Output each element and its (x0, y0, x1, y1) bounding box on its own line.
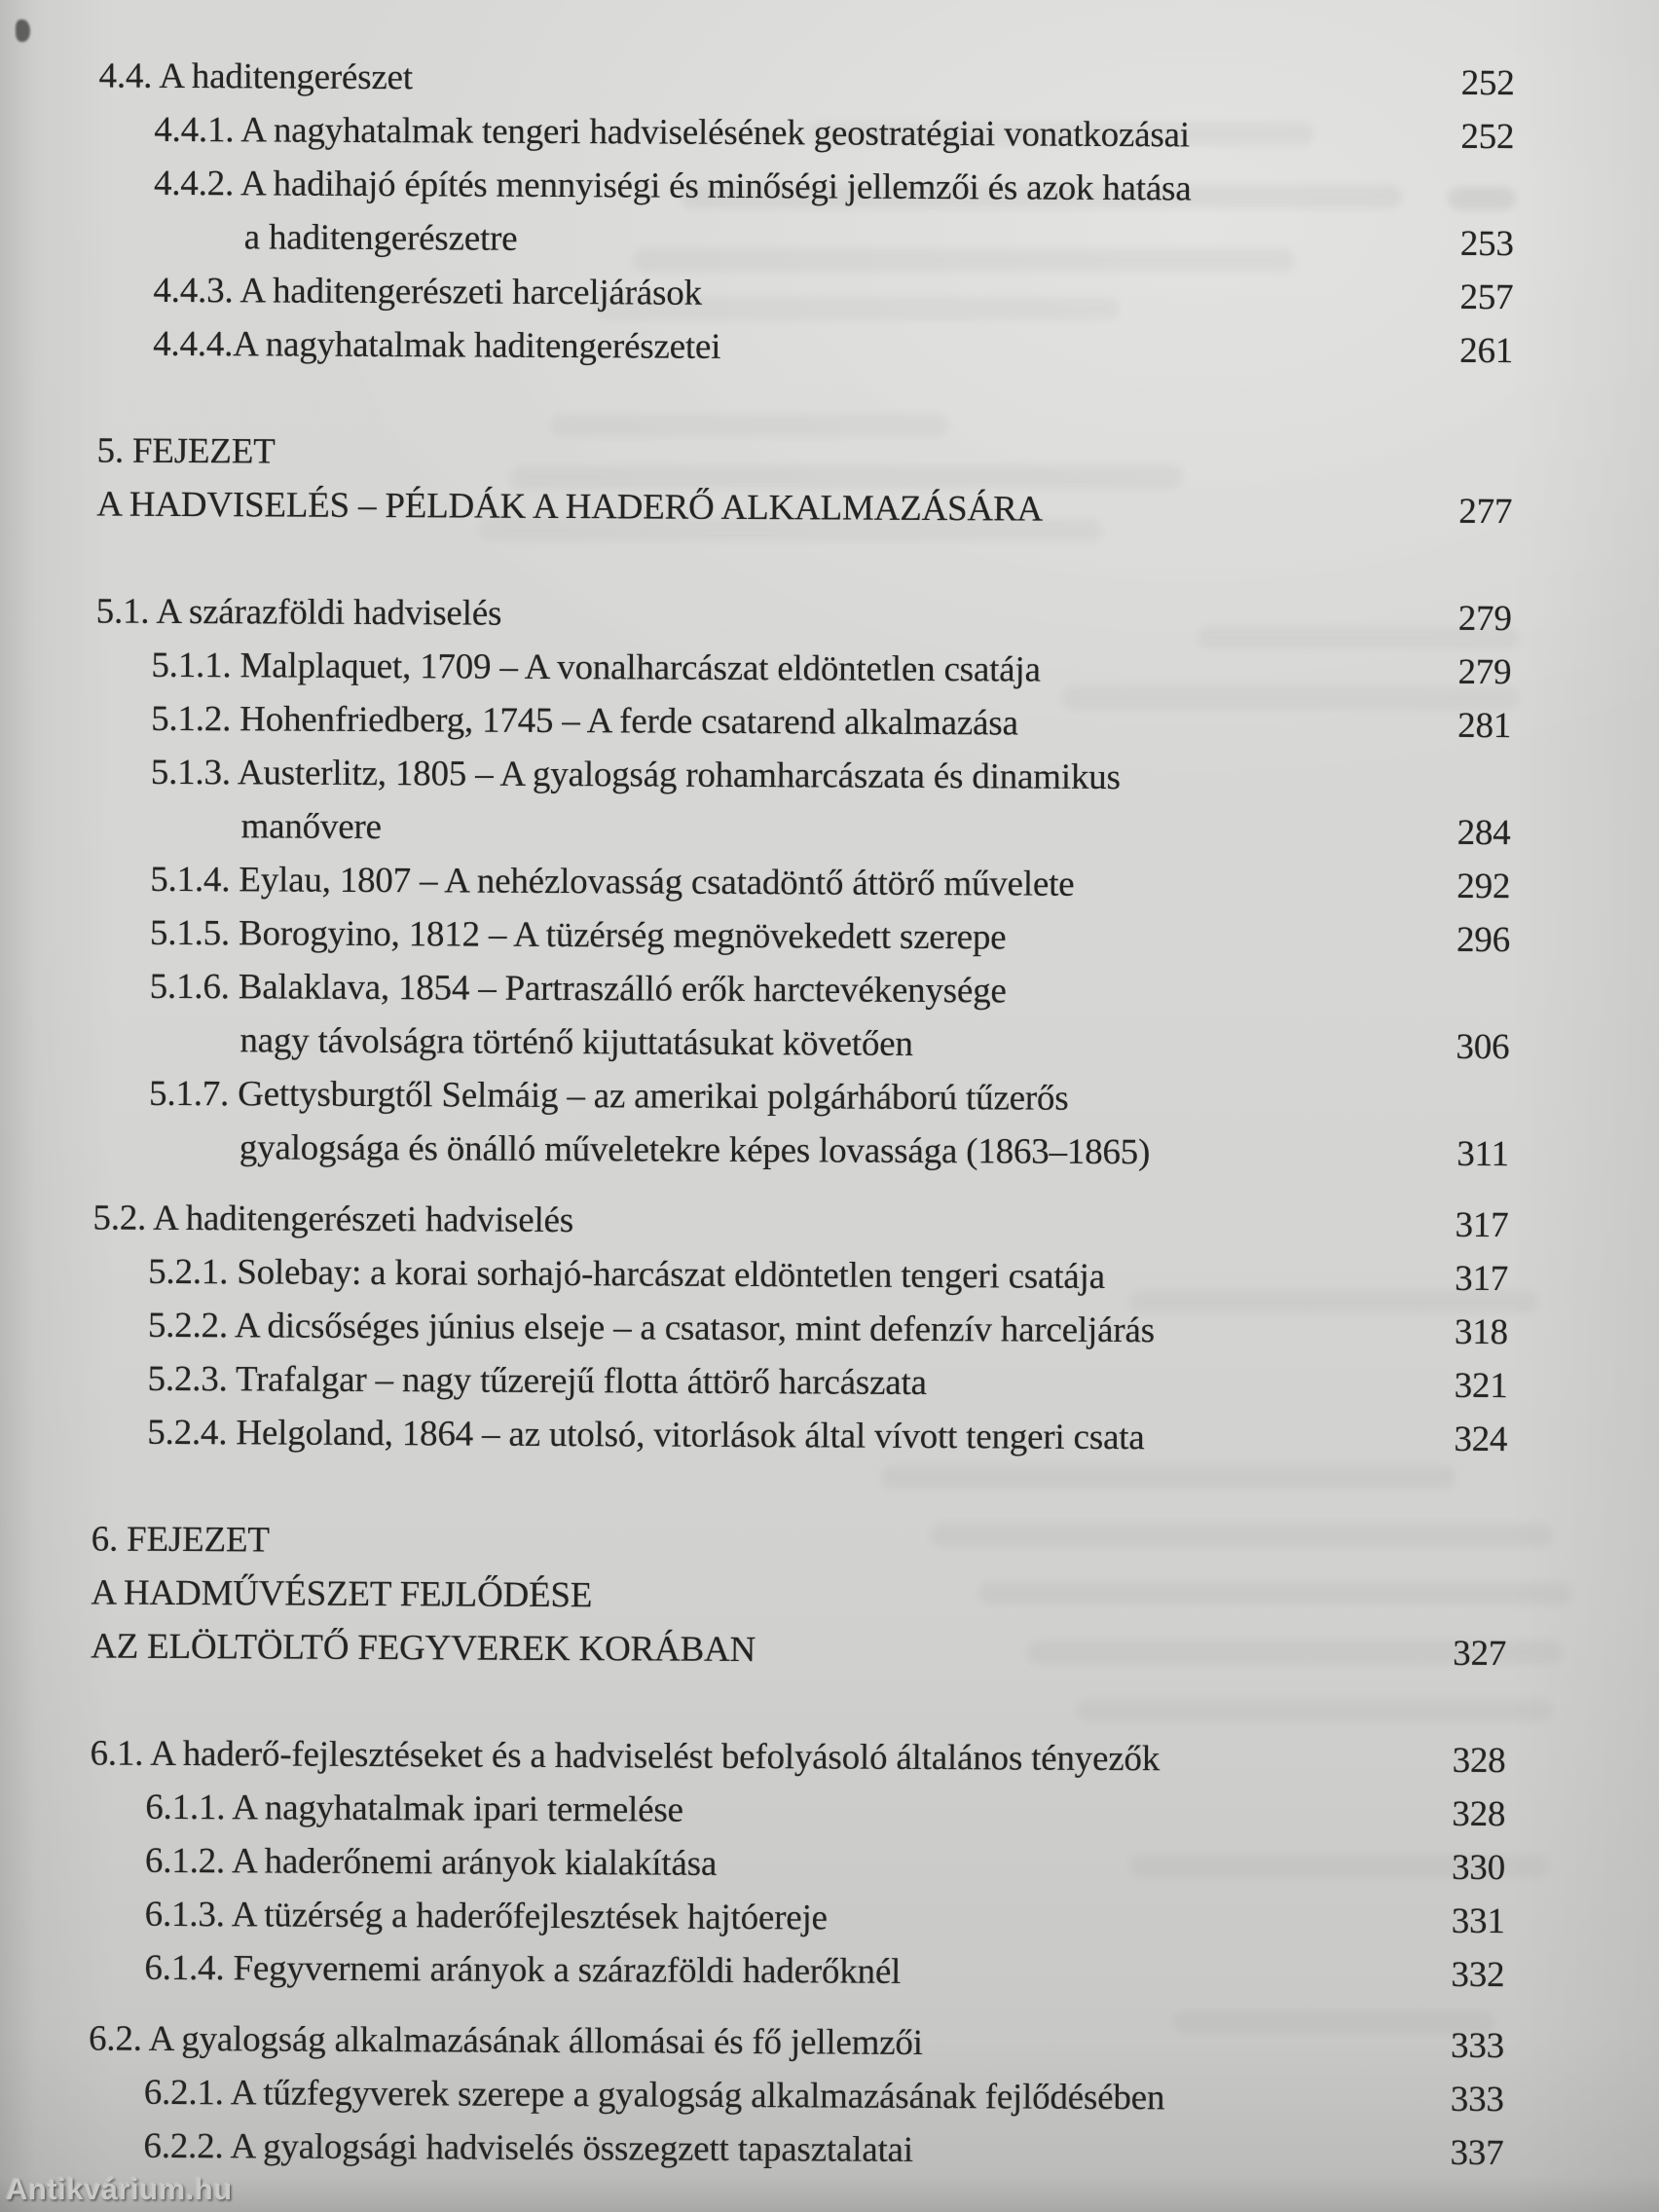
toc-page-number: 328 (1452, 1740, 1506, 1782)
toc-entry-title (93, 960, 1418, 1074)
toc-entry-line: 5.2.4. Helgoland, 1864 – az utolsó, vitorlások által vívott tengeri csata (147, 1412, 1145, 1458)
toc-entry-line: 5.1.1. Malplaquet, 1709 – A vonalharcászat eldöntetlen csatája (151, 645, 1041, 690)
toc-entry (96, 424, 1513, 539)
toc-entry (93, 1067, 1510, 1182)
toc-entry-line: 6.2.2. A gyalogsági hadviselés összegzett tapasztalatai (143, 2125, 914, 2170)
toc-entry-title (98, 103, 1421, 164)
toc-entry (98, 103, 1514, 165)
toc-entry (93, 960, 1510, 1075)
toc-entry-title (90, 1888, 1413, 1948)
toc-page-number: 333 (1450, 2079, 1504, 2120)
toc-entry-title (98, 50, 1421, 110)
toc-entry-title (92, 1406, 1415, 1466)
toc-entry-title (94, 906, 1418, 967)
toc-page-number: 257 (1459, 276, 1514, 318)
toc-entry-line: 4.4. A haditengerészet (98, 55, 414, 98)
toc-page-number: 332 (1451, 1954, 1505, 1996)
toc-entry-title (95, 639, 1419, 699)
toc-entry-line: 5.2.1. Solebay: a korai sorhajó-harcászat eldöntetlen tengeri csatája (148, 1251, 1106, 1297)
toc-page-number: 328 (1452, 1793, 1506, 1835)
toc-entry-line: 5.1.7. Gettysburgtől Selmáig – az amerikai polgárháború tűzerős (149, 1073, 1069, 1119)
toc-page-number: 330 (1451, 1847, 1506, 1889)
toc-entry-title (97, 317, 1420, 378)
toc-entry (92, 1299, 1508, 1360)
toc-entry-title (92, 1245, 1416, 1306)
toc-entry-line: 4.4.4.A nagyhatalmak haditengerészetei (153, 323, 721, 367)
toc-page-number: 284 (1456, 812, 1511, 854)
toc-entry-line: 6.1.1. A nagyhatalmak ipari termelése (145, 1787, 683, 1830)
toc-entry-title (93, 1067, 1418, 1181)
toc-entry-title (89, 1941, 1412, 2002)
toc-entry-title (90, 1727, 1413, 1788)
toc-page-number: 337 (1450, 2132, 1504, 2174)
toc-entry-line: 6.2. A gyalogság alkalmazásának állomásai és fő jellemzői (88, 2018, 923, 2063)
toc-entry-title (92, 1192, 1416, 1252)
toc-entry-line: 4.4.1. A nagyhatalmak tengeri hadviselésének geostratégiai vonatkozásai (154, 109, 1190, 156)
toc-entry-line: 6.1.3. A tüzérség a haderőfejlesztések hajtóereje (144, 1894, 828, 1938)
toc-entry-line: a haditengerészetre (243, 217, 518, 259)
toc-entry (89, 1941, 1504, 2003)
toc-entry-line: 6.1.4. Fegyvernemi arányok a szárazföldi haderőknél (144, 1947, 902, 1992)
toc-entry-line: 5.2.3. Trafalgar – nagy tűzerejű flotta áttörő harcászata (147, 1358, 927, 1404)
toc-entry-line: manővere (240, 806, 382, 848)
toc-entry-title (95, 692, 1419, 753)
toc-entry-title (98, 157, 1422, 271)
toc-entry (89, 2066, 1504, 2127)
toc-entry (94, 853, 1510, 914)
toc-entry (95, 692, 1511, 754)
toc-entry-title (88, 2120, 1411, 2180)
toc-entry-line: 5.1.5. Borogyino, 1812 – A tüzérség megnövekedett szerepe (149, 912, 1007, 958)
antikvarium-watermark: Antikvárium.hu (6, 2172, 233, 2206)
toc-page-number: 261 (1459, 330, 1514, 372)
toc-page-number: 311 (1456, 1133, 1509, 1175)
toc-entry (92, 1352, 1507, 1414)
toc-entry-line: gyalogsága és önálló műveletekre képes lovassága (1863–1865) (239, 1127, 1151, 1173)
toc-entry-line: A HADVISELÉS – PÉLDÁK A HADERŐ ALKALMAZÁSÁRA (96, 484, 1044, 530)
toc-entry-line: 5. FEJEZET (96, 430, 276, 472)
toc-entry-line: 6.1. A haderő-fejlesztéseket és a hadviselést befolyásoló általános tényezők (90, 1733, 1161, 1780)
toc-entry-line: AZ ELÖLTÖLTŐ FEGYVEREK KORÁBAN (91, 1626, 756, 1671)
toc-page-number: 317 (1455, 1258, 1509, 1300)
toc-page-number: 279 (1457, 598, 1512, 640)
toc-entry (88, 2120, 1503, 2181)
toc-entry-line: 6. FEJEZET (91, 1519, 270, 1561)
toc-entry-line: 5.1.2. Hohenfriedberg, 1745 – A ferde csatarend alkalmazása (151, 698, 1018, 744)
toc-entry (92, 1192, 1508, 1253)
toc-page-number: 296 (1456, 919, 1511, 961)
toc-entry (97, 264, 1513, 325)
toc-entry (94, 746, 1511, 861)
toc-page-number: 317 (1455, 1204, 1509, 1246)
toc-entry-line: 5.1.3. Austerlitz, 1805 – A gyalogság rohamharcászata és dinamikus (150, 752, 1121, 798)
toc-entry-line: 4.4.3. A haditengerészeti harceljárások (153, 270, 702, 313)
toc-entry (94, 906, 1510, 968)
toc-entry-line: 5.1.6. Balaklava, 1854 – Partraszálló erők harctevékenysége (149, 966, 1007, 1012)
toc-page-number: 279 (1457, 651, 1512, 693)
toc-entry-title (90, 1834, 1413, 1895)
toc-page-number: 333 (1451, 2025, 1505, 2067)
toc-page-number: 318 (1454, 1311, 1508, 1353)
toc-page-number: 292 (1456, 866, 1511, 907)
toc-entry-title (94, 853, 1418, 913)
toc-entry-title (96, 424, 1420, 538)
toc-page-number: 252 (1460, 116, 1515, 158)
toc-entry-title (94, 746, 1419, 860)
toc-entry (90, 1834, 1505, 1896)
toc-page-number: 252 (1460, 62, 1515, 104)
toc-entry-line: 5.1.4. Eylau, 1807 – A nehézlovasság csatadöntő áttörő művelete (150, 859, 1075, 904)
toc-entry-title (92, 1299, 1416, 1359)
toc-entry (89, 2012, 1504, 2074)
toc-page-number: 331 (1451, 1900, 1505, 1942)
toc-entry-line: 5.2.2. A dicsőséges június elseje – a csatasor, mint defenzív harceljárás (147, 1305, 1155, 1351)
toc-entry-line: 5.2. A haditengerészeti hadviselés (92, 1198, 574, 1241)
toc-page-number: 306 (1456, 1026, 1510, 1068)
toc-entry (92, 1245, 1508, 1307)
toc-entry (98, 157, 1515, 272)
toc-entry (92, 1406, 1507, 1467)
toc-entry (96, 585, 1512, 646)
toc-entry-line: A HADMŰVÉSZET FEJLŐDÉSE (91, 1572, 593, 1616)
toc-entry-line: 6.2.1. A tűzfegyverek szerepe a gyalogság alkalmazásának fejlődésében (143, 2072, 1165, 2119)
toc-entry-line: 4.4.2. A hadihajó építés mennyiségi és minőségi jellemzői és azok hatása (153, 163, 1192, 209)
toc-entry-title (89, 2066, 1412, 2126)
toc-entry (95, 639, 1511, 700)
toc-page-number: 327 (1453, 1633, 1507, 1675)
toc-page-number: 281 (1457, 705, 1512, 747)
toc-entry-line: 6.1.2. A haderőnemi arányok kialakítása (144, 1840, 718, 1884)
toc-entry (90, 1727, 1505, 1788)
toc-entry (98, 50, 1514, 111)
toc-entry-title (96, 585, 1419, 645)
toc-entry (90, 1781, 1505, 1842)
toc-entry-title (92, 1352, 1415, 1413)
toc-page-number: 321 (1454, 1365, 1508, 1407)
toc-entry-title (97, 264, 1420, 324)
toc-page-number: 324 (1454, 1419, 1508, 1460)
toc-entry-line: nagy távolságra történő kijuttatásukat követően (240, 1020, 913, 1064)
toc-entry (97, 317, 1513, 379)
toc-page-number: 277 (1458, 491, 1513, 533)
toc-entry (91, 1513, 1507, 1681)
toc-entry (90, 1888, 1505, 1949)
toc-entry-title (89, 2012, 1412, 2073)
toc-entry-title (90, 1781, 1413, 1841)
toc-entry-line: 5.1. A szárazföldi hadviselés (95, 591, 502, 634)
toc-entry-title (91, 1513, 1415, 1680)
toc-page-number: 253 (1459, 223, 1514, 265)
